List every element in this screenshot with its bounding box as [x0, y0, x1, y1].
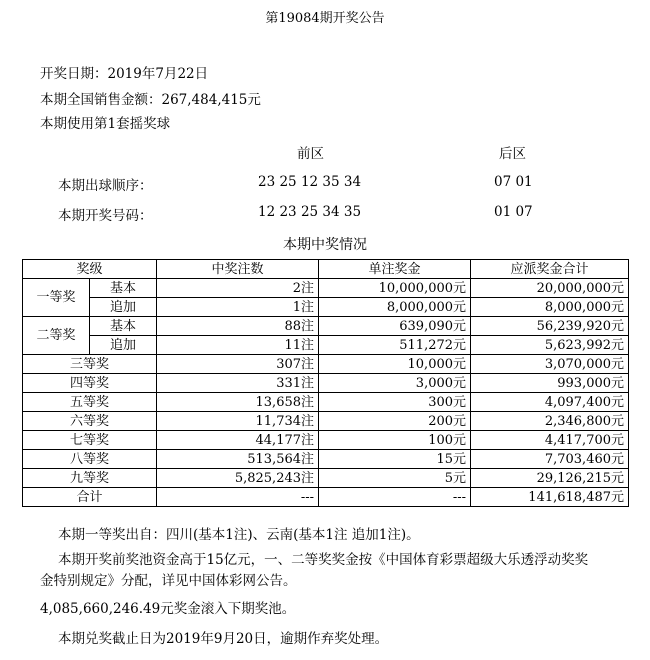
winner-count: 11注 — [157, 336, 319, 355]
total-label: 合计 — [23, 488, 157, 507]
table-row — [23, 298, 629, 317]
winner-count: 307注 — [157, 355, 319, 374]
single-prize: 511,272元 — [319, 336, 471, 355]
single-prize: 100元 — [319, 431, 471, 450]
table-row — [23, 317, 629, 336]
prize-sublevel: 基本 — [90, 279, 157, 298]
winner-count: 5,825,243注 — [157, 469, 319, 488]
single-prize: 300元 — [319, 393, 471, 412]
total-prize: 29,126,215元 — [471, 469, 629, 488]
ball-set: 本期使用第1套摇奖球 — [40, 116, 171, 132]
total-count: --- — [157, 488, 319, 507]
table-header-row — [23, 260, 629, 279]
rollover-amount: 4,085,660,246.49元奖金滚入下期奖池。 — [40, 601, 296, 617]
winner-count: 331注 — [157, 374, 319, 393]
header-prize: 单注奖金 — [319, 260, 471, 279]
table-row — [23, 336, 629, 355]
draw-date: 开奖日期：2019年7月22日 — [40, 66, 209, 82]
prize-table-title: 本期中奖情况 — [283, 237, 367, 253]
winning-numbers-back: 01 07 — [494, 204, 533, 220]
prize-level: 四等奖 — [23, 374, 157, 393]
claim-deadline: 本期兑奖截止日为2019年9月20日，逾期作弃奖处理。 — [58, 631, 389, 647]
total-single-prize: --- — [319, 488, 471, 507]
total-prize: 2,346,800元 — [471, 412, 629, 431]
winner-count: 88注 — [157, 317, 319, 336]
winner-count: 1注 — [157, 298, 319, 317]
table-row — [23, 393, 629, 412]
total-prize: 20,000,000元 — [471, 279, 629, 298]
draw-order-label: 本期出球顺序： — [58, 178, 153, 194]
prize-level: 八等奖 — [23, 450, 157, 469]
table-total-row — [23, 488, 629, 507]
single-prize: 639,090元 — [319, 317, 471, 336]
table-row — [23, 431, 629, 450]
single-prize: 200元 — [319, 412, 471, 431]
table-row — [23, 279, 629, 298]
winning-numbers-label: 本期开奖号码： — [58, 208, 153, 224]
table-row — [23, 469, 629, 488]
front-zone-header: 前区 — [297, 146, 324, 162]
prize-level: 一等奖 — [23, 279, 90, 317]
total-prize: 7,703,460元 — [471, 450, 629, 469]
prize-level: 二等奖 — [23, 317, 90, 355]
pool-rule-line1: 本期开奖前奖池资金高于15亿元，一、二等奖奖金按《中国体育彩票超级大乐透浮动奖奖 — [58, 552, 589, 568]
single-prize: 10,000元 — [319, 355, 471, 374]
prize-level: 五等奖 — [23, 393, 157, 412]
winner-count: 13,658注 — [157, 393, 319, 412]
header-level: 奖级 — [23, 260, 157, 279]
prize-level: 六等奖 — [23, 412, 157, 431]
total-prize: 5,623,992元 — [471, 336, 629, 355]
single-prize: 15元 — [319, 450, 471, 469]
total-prize: 3,070,000元 — [471, 355, 629, 374]
total-prize: 56,239,920元 — [471, 317, 629, 336]
single-prize: 5元 — [319, 469, 471, 488]
single-prize: 3,000元 — [319, 374, 471, 393]
table-row — [23, 450, 629, 469]
prize-table — [22, 259, 629, 507]
draw-order-back: 07 01 — [494, 174, 533, 190]
pool-rule-line2: 金特别规定》分配，详见中国体彩网公告。 — [40, 573, 297, 589]
total-prize: 993,000元 — [471, 374, 629, 393]
grand-total: 141,618,487元 — [471, 488, 629, 507]
table-row — [23, 412, 629, 431]
winner-count: 513,564注 — [157, 450, 319, 469]
prize-sublevel: 追加 — [90, 336, 157, 355]
winner-count: 44,177注 — [157, 431, 319, 450]
prize-level: 三等奖 — [23, 355, 157, 374]
prize-level: 九等奖 — [23, 469, 157, 488]
header-count: 中奖注数 — [157, 260, 319, 279]
winner-count: 11,734注 — [157, 412, 319, 431]
sales-amount: 本期全国销售金额：267,484,415元 — [40, 92, 261, 108]
page-title: 第19084期开奖公告 — [265, 11, 385, 26]
prize-sublevel: 追加 — [90, 298, 157, 317]
prize-level: 七等奖 — [23, 431, 157, 450]
single-prize: 8,000,000元 — [319, 298, 471, 317]
total-prize: 8,000,000元 — [471, 298, 629, 317]
winner-count: 2注 — [157, 279, 319, 298]
back-zone-header: 后区 — [499, 146, 526, 162]
total-prize: 4,097,400元 — [471, 393, 629, 412]
first-prize-origin: 本期一等奖出自：四川(基本1注)、云南(基本1注 追加1注)。 — [58, 527, 420, 543]
winning-numbers-front: 12 23 25 34 35 — [258, 204, 362, 220]
table-row — [23, 374, 629, 393]
table-row — [23, 355, 629, 374]
prize-sublevel: 基本 — [90, 317, 157, 336]
draw-order-front: 23 25 12 35 34 — [258, 174, 362, 190]
single-prize: 10,000,000元 — [319, 279, 471, 298]
header-total: 应派奖金合计 — [471, 260, 629, 279]
total-prize: 4,417,700元 — [471, 431, 629, 450]
